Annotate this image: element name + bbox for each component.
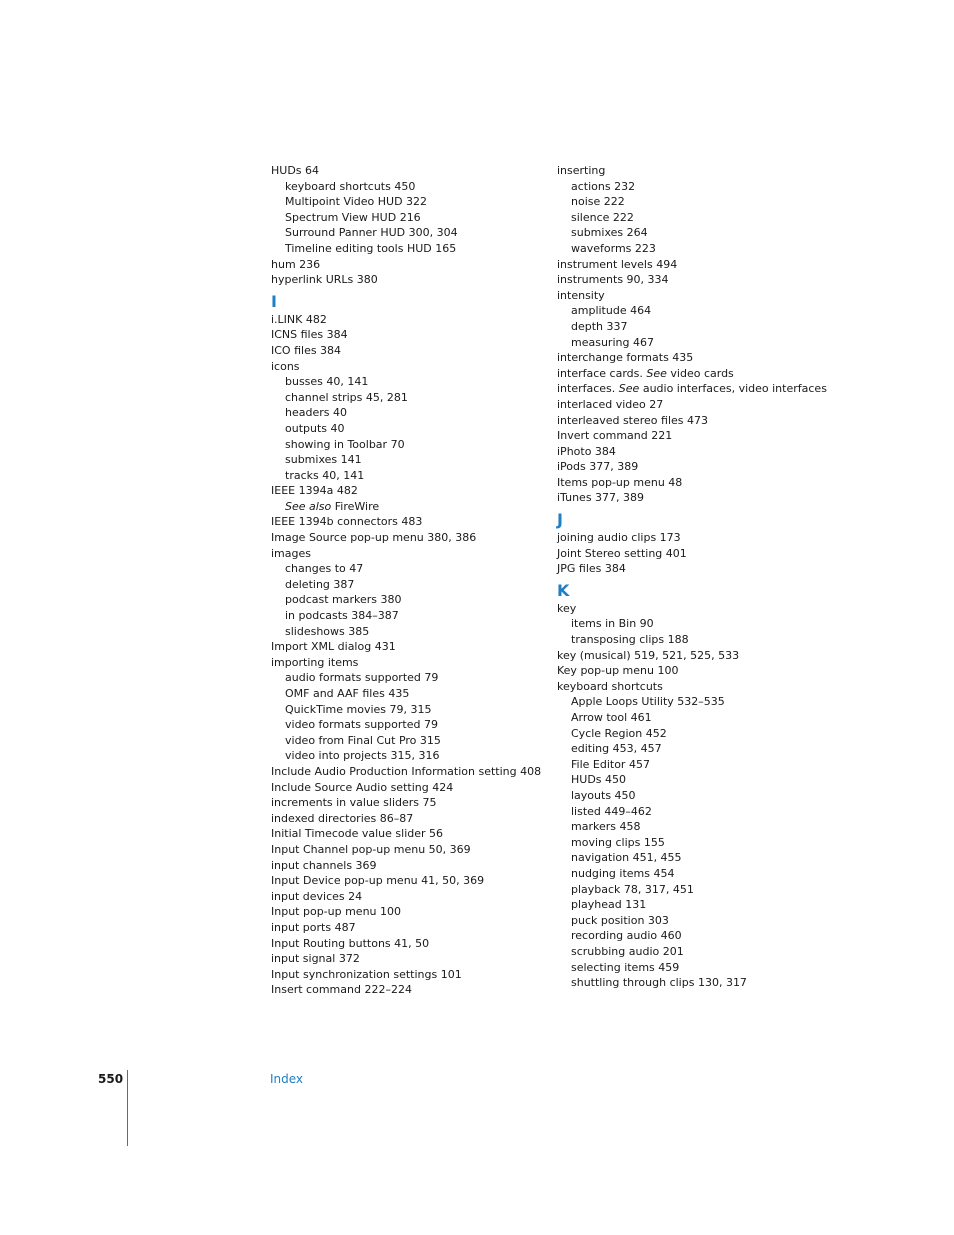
index-subentry: in podcasts 384–387 — [285, 609, 399, 623]
index-letter-heading: I — [271, 291, 277, 311]
index-entry: Input Routing buttons 41, 50 — [271, 936, 430, 950]
index-subentry: items in Bin 90 — [571, 617, 654, 631]
index-entry: Insert command 222–224 — [271, 983, 412, 997]
index-subentry: playback 78, 317, 451 — [571, 882, 694, 896]
index-entry: Include Source Audio setting 424 — [271, 780, 454, 794]
index-subentry: changes to 47 — [285, 562, 364, 576]
index-subentry: silence 222 — [571, 210, 634, 224]
index-subentry: shuttling through clips 130, 317 — [571, 976, 747, 990]
index-subentry: Timeline editing tools HUD 165 — [285, 241, 457, 255]
index-subentry: recording audio 460 — [571, 929, 682, 943]
index-entry: HUDs 64 — [271, 164, 320, 177]
index-subentry: Multipoint Video HUD 322 — [285, 195, 428, 209]
index-subentry: markers 458 — [571, 820, 641, 834]
index-entry: JPG files 384 — [557, 562, 626, 576]
index-entry: keyboard shortcuts — [557, 679, 663, 693]
index-subentry: Apple Loops Utility 532–535 — [571, 695, 725, 709]
index-subentry: video into projects 315, 316 — [285, 749, 440, 763]
index-entry: interleaved stereo files 473 — [557, 413, 709, 427]
index-subentry: puck position 303 — [571, 913, 669, 927]
index-subentry: navigation 451, 455 — [571, 851, 682, 865]
index-subentry: keyboard shortcuts 450 — [285, 179, 416, 193]
index-subentry: video formats supported 79 — [285, 718, 438, 732]
index-entry: IEEE 1394b connectors 483 — [271, 515, 423, 529]
index-entry: Include Audio Production Information setting 408 — [271, 764, 542, 778]
see-reference: See — [646, 366, 667, 380]
index-subentry: HUDs 450 — [571, 773, 627, 787]
page-number: 550 — [98, 1072, 124, 1086]
index-entry: Items pop-up menu 48 — [557, 475, 683, 489]
index-subentry: submixes 264 — [571, 226, 648, 240]
entry-term: interface cards. — [557, 366, 647, 380]
index-subentry: waveforms 223 — [571, 241, 656, 255]
index-entry: Key pop-up menu 100 — [557, 664, 679, 678]
index-entry: IEEE 1394a 482 — [271, 484, 358, 498]
entry-term: interfaces. — [557, 382, 619, 396]
index-subentry: audio formats supported 79 — [285, 671, 439, 685]
index-entry: Joint Stereo setting 401 — [557, 546, 687, 560]
index-letter-heading: J — [557, 510, 563, 530]
index-subentry: File Editor 457 — [571, 757, 650, 771]
index-subentry: layouts 450 — [571, 788, 636, 802]
index-subentry: slideshows 385 — [285, 624, 370, 638]
index-entry: increments in value sliders 75 — [271, 796, 437, 810]
index-entry: Invert command 221 — [557, 429, 673, 443]
index-entry: Image Source pop-up menu 380, 386 — [271, 531, 477, 545]
index-subentry: podcast markers 380 — [285, 593, 402, 607]
index-subentry: nudging items 454 — [571, 866, 675, 880]
index-subentry: Cycle Region 452 — [571, 726, 667, 740]
index-subentry: OMF and AAF files 435 — [285, 687, 410, 700]
cross-reference-target: FireWire — [331, 499, 380, 513]
index-entry: joining audio clips 173 — [557, 531, 681, 545]
index-entry: input signal 372 — [271, 952, 360, 966]
see-reference: See — [618, 382, 640, 396]
index-entry: instrument levels 494 — [557, 257, 678, 271]
index-subentry: scrubbing audio 201 — [571, 944, 684, 958]
section-label: Index — [270, 1072, 304, 1086]
index-subentry: measuring 467 — [571, 335, 654, 349]
index-subentry: submixes 141 — [285, 453, 362, 467]
index-subentry: headers 40 — [285, 406, 347, 420]
index-entry: icons — [271, 359, 300, 373]
index-subentry: moving clips 155 — [571, 835, 665, 849]
index-subentry: showing in Toolbar 70 — [285, 437, 405, 451]
index-subentry: video from Final Cut Pro 315 — [285, 733, 441, 747]
index-entry: i.LINK 482 — [271, 312, 327, 326]
index-subentry: busses 40, 141 — [285, 375, 369, 389]
index-entry: iPhoto 384 — [557, 444, 616, 458]
index-entry: Input pop-up menu 100 — [271, 905, 402, 919]
index-subentry: actions 232 — [571, 179, 636, 193]
index-entry: importing items — [271, 655, 359, 669]
index-entry: iTunes 377, 389 — [557, 491, 645, 505]
index-entry: inserting — [557, 164, 606, 177]
index-entry: hyperlink URLs 380 — [271, 273, 378, 287]
index-subentry: playhead 131 — [571, 898, 647, 912]
index-subentry: transposing clips 188 — [571, 633, 689, 647]
index-entry: images — [271, 546, 311, 560]
index-entry: interlaced video 27 — [557, 397, 664, 411]
index-subentry: QuickTime movies 79, 315 — [285, 702, 432, 716]
index-entry: input channels 369 — [271, 858, 377, 872]
index-entry: intensity — [557, 288, 605, 302]
index-entry: iPods 377, 389 — [557, 460, 639, 474]
index-entry: instruments 90, 334 — [557, 273, 669, 287]
index-entry: Import XML dialog 431 — [271, 640, 396, 654]
see-also-reference: See also — [285, 499, 332, 513]
index-entry: Initial Timecode value slider 56 — [271, 827, 444, 841]
index-subentry: selecting items 459 — [571, 960, 680, 974]
index-entry: input ports 487 — [271, 920, 356, 934]
index-subentry — [271, 499, 551, 515]
index-column-right — [557, 163, 857, 991]
index-entry: indexed directories 86–87 — [271, 811, 414, 825]
footer-divider — [127, 1070, 128, 1146]
index-subentry: Spectrum View HUD 216 — [285, 210, 421, 224]
index-subentry: noise 222 — [571, 195, 625, 209]
index-subentry: Surround Panner HUD 300, 304 — [285, 226, 458, 240]
index-subentry: outputs 40 — [285, 421, 345, 435]
cross-reference-target: audio interfaces, video interfaces — [639, 382, 827, 396]
index-entry — [557, 366, 857, 382]
index-entry — [557, 381, 857, 397]
index-entry: Input Device pop-up menu 41, 50, 369 — [271, 874, 485, 888]
index-letter-heading: K — [557, 580, 570, 600]
index-subentry: amplitude 464 — [571, 304, 652, 318]
index-entry: ICO files 384 — [271, 343, 342, 357]
index-entry: interchange formats 435 — [557, 351, 694, 365]
index-entry: Input Channel pop-up menu 50, 369 — [271, 842, 471, 856]
index-entry: input devices 24 — [271, 889, 363, 903]
index-entry: key — [557, 601, 577, 615]
index-column-left — [271, 163, 551, 998]
index-subentry: tracks 40, 141 — [285, 468, 365, 482]
index-subentry: listed 449–462 — [571, 804, 652, 818]
index-subentry: deleting 387 — [285, 577, 355, 591]
index-subentry: editing 453, 457 — [571, 742, 662, 756]
cross-reference-target: video cards — [666, 366, 734, 380]
index-entry: Input synchronization settings 101 — [271, 967, 462, 981]
index-subentry: Arrow tool 461 — [571, 711, 652, 724]
index-entry: hum 236 — [271, 257, 321, 271]
index-entry: ICNS files 384 — [271, 328, 348, 342]
index-subentry: depth 337 — [571, 319, 628, 333]
index-subentry: channel strips 45, 281 — [285, 390, 408, 404]
index-entry: key (musical) 519, 521, 525, 533 — [557, 648, 740, 662]
